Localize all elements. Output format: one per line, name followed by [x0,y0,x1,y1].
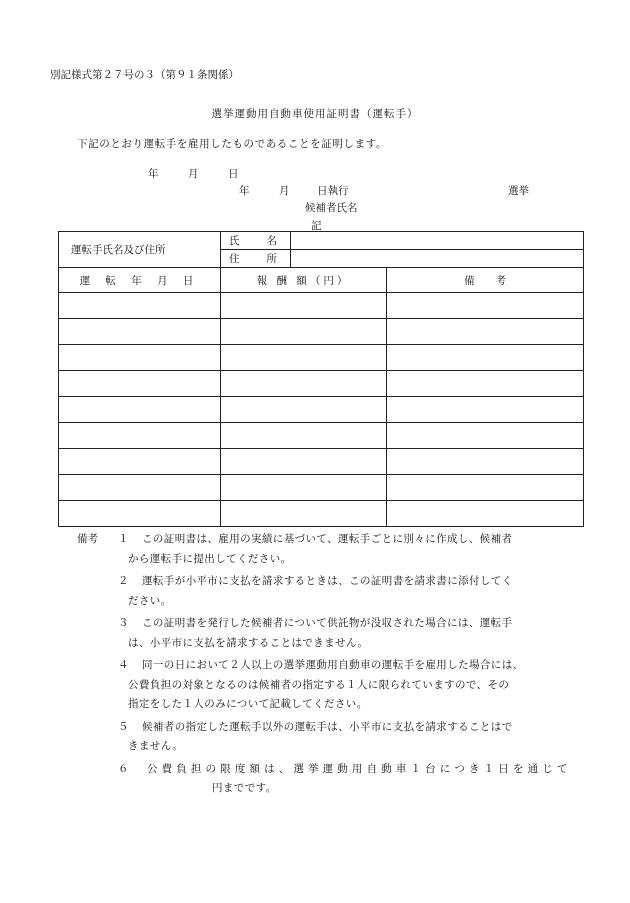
note-number: １ [118,533,129,545]
note-number: ４ [118,659,129,671]
table-row [59,371,584,397]
table-row [59,319,584,345]
notes-label: 備考 [77,533,98,545]
note-line: 候補者の指定した運転手以外の運転手は、小平市に支払を請求することはで [142,720,513,733]
remarks-cell[interactable] [387,319,584,345]
date-month-label: 月 [188,168,199,180]
name-label-cell: 氏 名 [221,232,291,250]
note-line: この証明書は、雇用の実績に基づいて、運転手ごとに別々に作成し、候補者 [142,533,513,545]
note-line: から運転手に提出してください。 [128,552,292,565]
date-cell[interactable] [59,319,221,345]
table-row [59,293,584,319]
date-year-label: 年 [148,168,159,180]
table-row [59,397,584,423]
date-cell[interactable] [59,423,221,449]
election-label: 選挙 [508,185,529,197]
candidate-name-label: 候補者氏名 [305,202,358,214]
election-day-exec-label: 日執行 [317,185,349,197]
note-line: 円までです。 [212,782,277,794]
note-line: 同一の日において２人以上の選挙運動用自動車の運転手を雇用した場合には、 [142,659,524,671]
election-year-label: 年 [239,185,250,197]
amount-cell[interactable] [221,475,387,501]
remarks-cell[interactable] [387,345,584,371]
amount-cell[interactable] [221,319,387,345]
remarks-cell[interactable] [387,423,584,449]
column-header-date: 運 転 年 月 日 [59,268,221,293]
election-month-label: 月 [279,185,290,197]
ki-marker: 記 [311,220,322,232]
table-row [59,423,584,449]
table-row [59,501,584,527]
intro-text: 下記のとおり運転手を雇用したものであることを証明します。 [77,138,387,150]
address-label-cell: 住 所 [221,250,291,268]
note-line: きません。 [128,740,184,752]
table-row [59,475,584,501]
certificate-table [58,231,584,527]
address-field[interactable] [291,250,584,268]
note-line: この証明書を発行した候補者について供託物が没収された場合には、運転手 [142,617,513,629]
amount-cell[interactable] [221,345,387,371]
name-field[interactable] [291,232,584,250]
note-line: は、小平市に支払を請求することはできません。 [128,636,369,649]
form-number: 別記様式第２７号の３（第９１条関係） [50,69,239,81]
amount-cell[interactable] [221,293,387,319]
note-line: 公 費 負 担 の 限 度 額 は 、 選 挙 運 動 用 自 動 車 １ 台 に つ き １ 日 を 通 じ て [147,762,568,775]
date-cell[interactable] [59,345,221,371]
remarks-cell[interactable] [387,449,584,475]
date-cell[interactable] [59,397,221,423]
note-number: ６ [118,762,129,775]
document-title: 選挙運動用自動車使用証明書（運転手） [211,108,419,120]
amount-cell[interactable] [221,371,387,397]
table-row [59,345,584,371]
table-row [59,449,584,475]
note-line: ださい。 [128,594,172,607]
note-number: ２ [118,575,129,587]
date-cell[interactable] [59,501,221,527]
column-header-remarks: 備 考 [387,268,584,293]
note-line: 指定をした１人のみについて記載してください。 [128,698,368,710]
date-day-label: 日 [228,168,239,180]
remarks-cell[interactable] [387,501,584,527]
driver-name-address-label: 運転手氏名及び住所 [59,232,221,268]
column-header-amount: 報 酬 額（円） [221,268,387,293]
date-cell[interactable] [59,475,221,501]
remarks-cell[interactable] [387,475,584,501]
amount-cell[interactable] [221,449,387,475]
date-cell[interactable] [59,293,221,319]
note-number: ３ [118,617,129,629]
remarks-cell[interactable] [387,397,584,423]
note-line: 運転手が小平市に支払を請求するときは、この証明書を請求書に添付してく [142,575,513,587]
date-cell[interactable] [59,449,221,475]
amount-cell[interactable] [221,423,387,449]
remarks-cell[interactable] [387,293,584,319]
amount-cell[interactable] [221,397,387,423]
note-number: ５ [118,720,129,733]
note-line: 公費負担の対象となるのは候補者の指定する１人に限られていますので、その [128,678,510,691]
amount-cell[interactable] [221,501,387,527]
remarks-cell[interactable] [387,371,584,397]
date-cell[interactable] [59,371,221,397]
